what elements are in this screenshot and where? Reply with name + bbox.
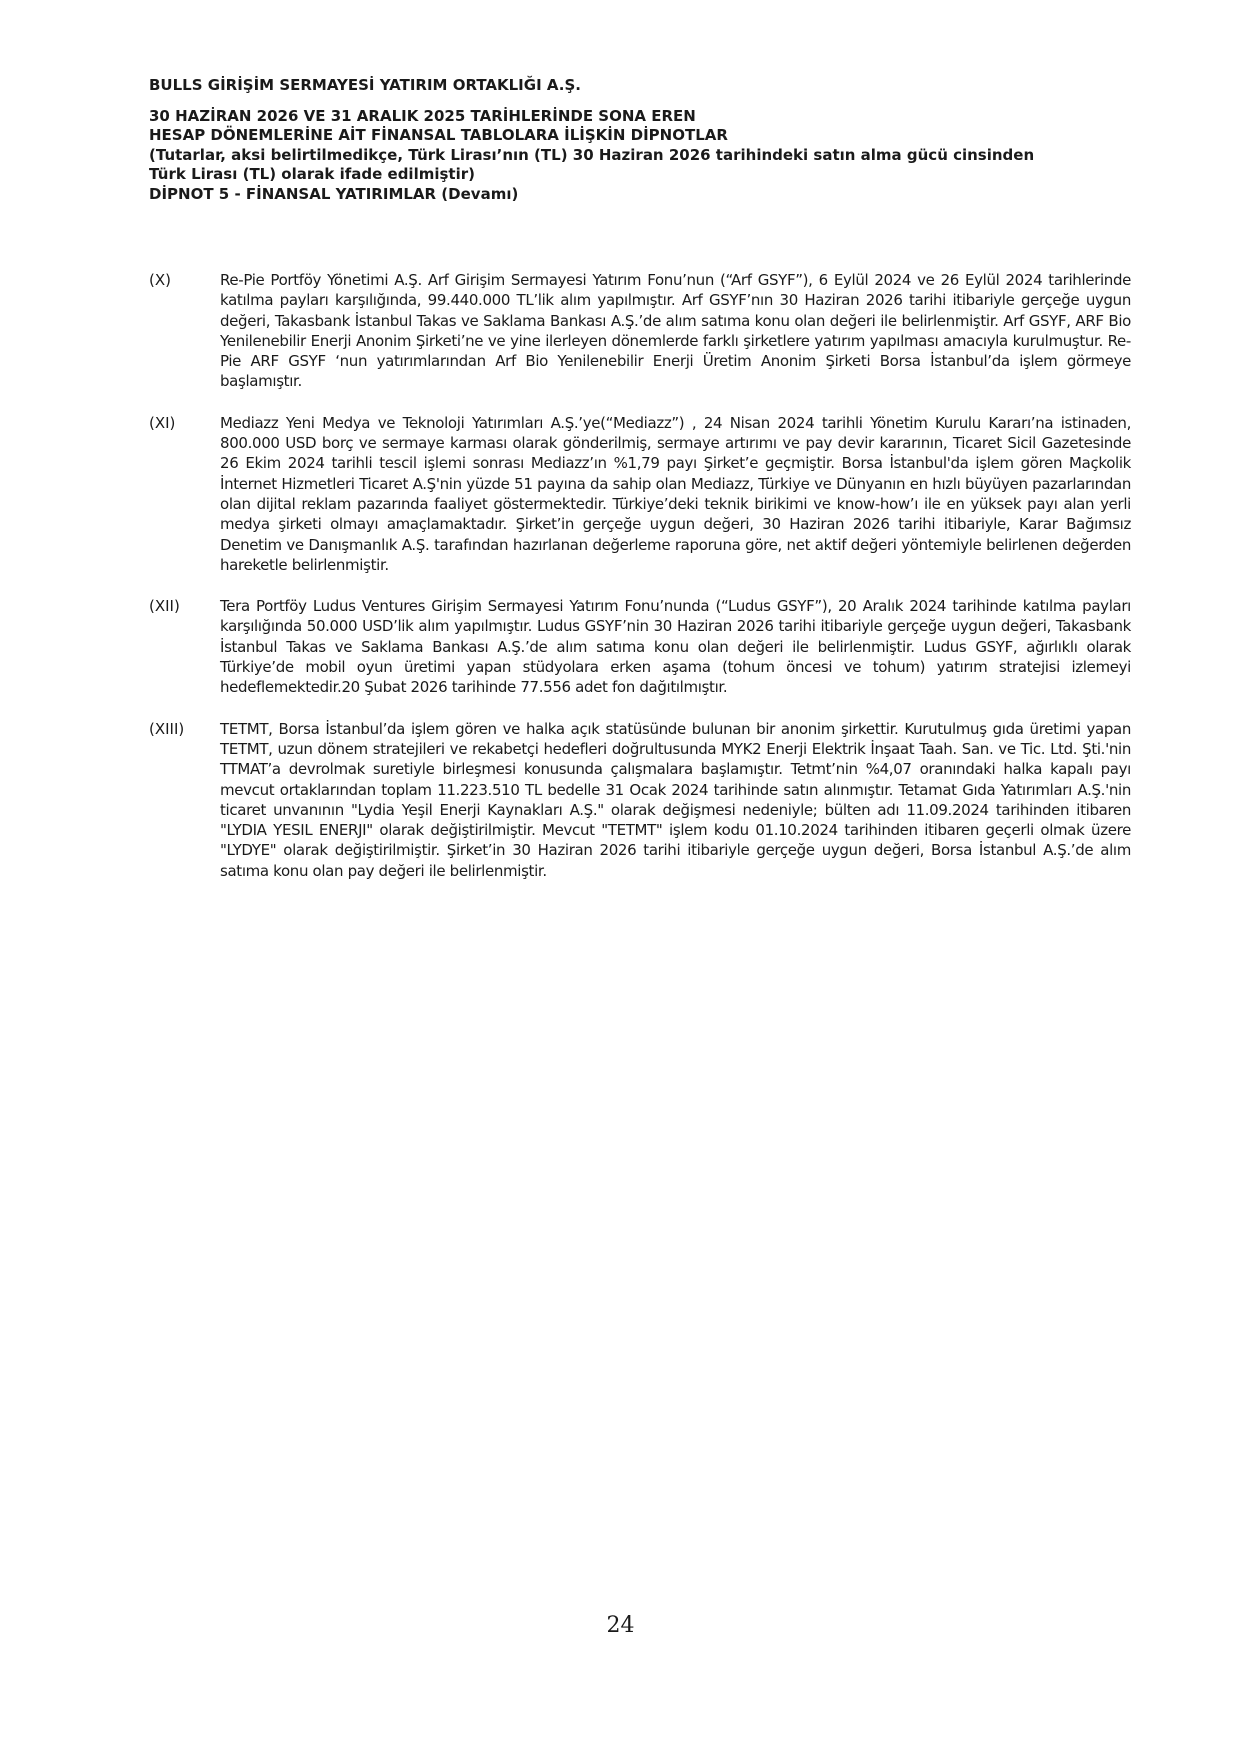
note-text: Tera Portföy Ludus Ventures Girişim Sermayesi Yatırım Fonu’nunda (“Ludus GSYF”), 20 Aralık 2024 tarihinde katılma payları karşılığında 50.000 USD’lik alım yapılmıştır. Ludus GSYF’nin 30 Haziran 2026 tarihi itibariyle gerçeğe uygun değeri, Takasbank İstanbul Takas ve Saklama Bankası A.Ş.’de alım satıma konu olan değeri ile belirlenmiştir. Ludus GSYF, ağırlıklı olarak Türkiye’de mobil oyun üretimi yapan stüdyolara erken aşama (tohum öncesi ve tohum) yatırım stratejisi izlemeyi hedeflemektedir.20 Şubat 2026 tarihinde 77.556 adet fon dağıtılmıştır.: [220, 597, 1131, 697]
note-label: (XIII): [149, 719, 185, 738]
company-name: BULLS GİRİŞİM SERMAYESİ YATIRIM ORTAKLIĞI A.Ş.: [149, 76, 581, 94]
section-title: DİPNOT 5 - FİNANSAL YATIRIMLAR (Devamı): [149, 184, 519, 203]
note-xi: [149, 413, 1131, 575]
header-line-footnotes: HESAP DÖNEMLERİNE AİT FİNANSAL TABLOLARA İLİŞKİN DİPNOTLAR: [149, 126, 728, 144]
note-label: (XII): [149, 597, 180, 616]
note-text: Re-Pie Portföy Yönetimi A.Ş. Arf Girişim Sermayesi Yatırım Fonu’nun (“Arf GSYF”), 6 Eylül 2024 ve 26 Eylül 2024 tarihlerinde katılma payları karşılığında, 99.440.000 TL’lik alım yapılmıştır. Arf GSYF’nın 30 Haziran 2026 tarihi itibariyle gerçeğe uygun değeri, Takasbank İstanbul Takas ve Saklama Bankası A.Ş.’de alım satıma konu olan değeri ile belirlenmiştir. Arf GSYF, ARF Bio Yenilenebilir Enerji Anonim Şirketi’ne ve yine ilerleyen dönemlerde farklı şirketlere yatırım yapılması amacıyla kurulmuştur. Re-Pie ARF GSYF ‘nun yatırımlarından Arf Bio Yenilenebilir Enerji Üretim Anonim Şirketi Borsa İstanbul’da işlem görmeye başlamıştır.: [220, 271, 1131, 391]
note-text: TETMT, Borsa İstanbul’da işlem gören ve halka açık statüsünde bulunan bir anonim şirkettir. Kurutulmuş gıda üretimi yapan TETMT, uzun dönem stratejileri ve rekabetçi hedefleri doğrultusunda MYK2 Enerji Elektrik İnşaat Taah. San. ve Tic. Ltd. Şti.'nin TTMAT’a devrolmak suretiyle birleşmesi konusunda çalışmalara başlamıştır. Tetmt’nin %4,07 oranındaki halka kapalı payı mevcut ortaklarından toplam 11.223.510 TL bedelle 31 Ocak 2024 tarihinde satın alınmıştır. Tetamat Gıda Yatırımları A.Ş.'nin ticaret unvanının "Lydia Yeşil Enerji Kaynakları A.Ş." olarak değişmesi nedeniyle; bülten adı 11.09.2024 tarihinden itibaren "LYDIA YESIL ENERJI" olarak değiştirilmiştir. Mevcut "TETMT" işlem kodu 01.10.2024 tarihinden itibaren geçerli olmak üzere "LYDYE" olarak değiştirilmiştir. Şirket’in 30 Haziran 2026 tarihi itibariyle gerçeğe uygun değeri, Borsa İstanbul A.Ş.’de alım satıma konu olan pay değeri ile belirlenmiştir.: [220, 719, 1131, 880]
note-text: Mediazz Yeni Medya ve Teknoloji Yatırımları A.Ş.’ye(“Mediazz”) , 24 Nisan 2024 tarihli Yönetim Kurulu Kararı’na istinaden, 800.000 USD borç ve sermaye karması olarak gönderilmiş, sermaye artırımı ve pay devir kararının, Ticaret Sicil Gazetesinde 26 Ekim 2024 tarihli tescil işlemi sonrası Mediazz’ın %1,79 payı Şirket’e geçmiştir. Borsa İstanbul'da işlem gören Maçkolik İnternet Hizmetleri Ticaret A.Ş'nin yüzde 51 payına da sahip olan Mediazz, Türkiye ve Dünyanın en hızlı büyüyen pazarlarından olan dijital reklam pazarında faaliyet göstermektedir. Türkiye’deki teknik birikimi ve know-how’ı ile en yüksek payı alan yerli medya şirketi olmayı amaçlamaktadır. Şirket’in gerçeğe uygun değeri, 30 Haziran 2026 tarihi itibariyle, Karar Bağımsız Denetim ve Danışmanlık A.Ş. tarafından hazırlanan değerleme raporuna göre, net aktif değeri yöntemiyle belirlenen değerden hareketle belirlenmiştir.: [220, 413, 1131, 574]
document-header: [149, 76, 1149, 204]
note-xiii: [149, 719, 1131, 881]
note-x: [149, 270, 1131, 392]
note-xii: [149, 596, 1131, 697]
note-label: (X): [149, 271, 171, 289]
header-line-currency-note-cont: Türk Lirası (TL) olarak ifade edilmiştir): [149, 165, 475, 183]
page-number: 24: [606, 1613, 635, 1638]
header-line-currency-note: (Tutarlar, aksi belirtilmedikçe, Türk Lirası’nın (TL) 30 Haziran 2026 tarihindeki satın alma gücü cinsinden: [149, 145, 1035, 164]
notes-list: [149, 270, 1131, 902]
header-line-period: 30 HAZİRAN 2026 VE 31 ARALIK 2025 TARİHLERİNDE SONA EREN: [149, 106, 696, 125]
note-label: (XI): [149, 413, 176, 432]
